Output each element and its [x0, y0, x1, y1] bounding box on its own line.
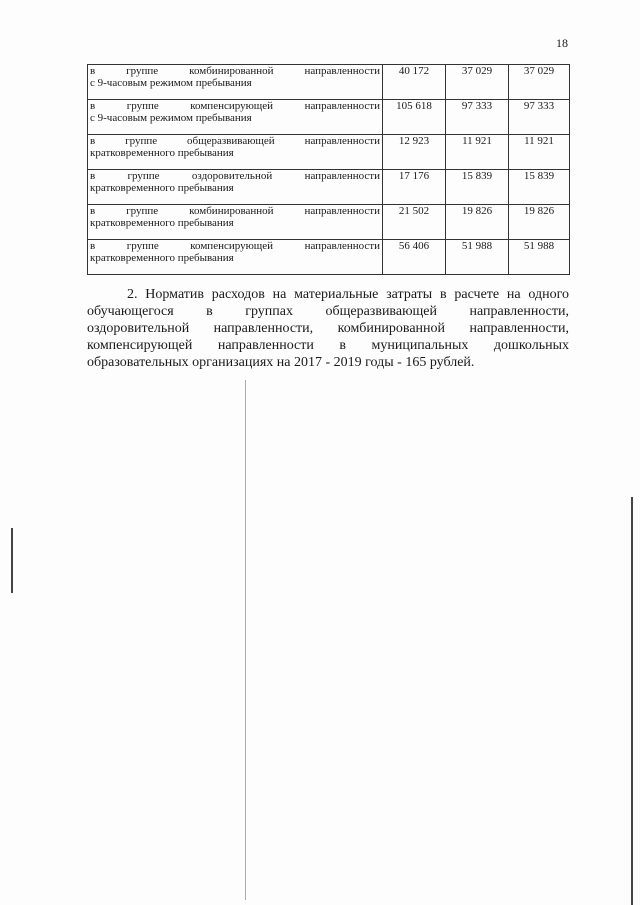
page-number: 18	[556, 36, 568, 50]
row-label-word: в	[90, 170, 96, 182]
table-row	[88, 135, 570, 170]
row-label-word: в	[90, 100, 96, 112]
row-label-word: направленности	[304, 205, 380, 217]
row-label-word: в	[90, 240, 96, 252]
row-label	[88, 100, 383, 135]
scan-mark	[245, 380, 246, 900]
row-value: 11 921	[446, 135, 509, 170]
row-value: 19 826	[509, 205, 570, 240]
row-value: 19 826	[446, 205, 509, 240]
row-label-line2: с 9-часовым режимом пребывания	[90, 77, 252, 89]
body-paragraph	[87, 286, 569, 371]
table-row	[88, 100, 570, 135]
paragraph-line: образовательных организациях на 2017 - 2019 годы - 165 рублей.	[87, 355, 475, 370]
row-value: 105 618	[383, 100, 446, 135]
row-label-word: общеразвивающей	[187, 135, 275, 147]
row-label-word: направленности	[304, 135, 380, 147]
row-label-word: направленности	[304, 65, 380, 77]
row-value: 97 333	[446, 100, 509, 135]
row-value: 40 172	[383, 65, 446, 100]
row-label	[88, 135, 383, 170]
row-value: 37 029	[509, 65, 570, 100]
row-label-line2: кратковременного пребывания	[90, 217, 234, 229]
row-label-line2: кратковременного пребывания	[90, 252, 234, 264]
row-label-word: комбинированной	[189, 205, 274, 217]
row-label-line2: кратковременного пребывания	[90, 147, 234, 159]
row-value: 97 333	[509, 100, 570, 135]
row-label	[88, 205, 383, 240]
row-label-word: группе	[126, 100, 159, 112]
row-label-line1	[90, 240, 380, 252]
row-label-line1	[90, 100, 380, 112]
row-label-word: оздоровительной	[191, 170, 273, 182]
paragraph-line: оздоровительной направленности, комбинированной направленности,	[87, 321, 569, 336]
row-value: 51 988	[509, 240, 570, 275]
row-value: 37 029	[446, 65, 509, 100]
row-value: 12 923	[383, 135, 446, 170]
row-value: 21 502	[383, 205, 446, 240]
row-label-word: группе	[126, 65, 159, 77]
row-value: 51 988	[446, 240, 509, 275]
row-label	[88, 240, 383, 275]
scan-mark	[631, 497, 633, 905]
row-label-word: комбинированной	[189, 65, 274, 77]
row-label-line1	[90, 135, 380, 147]
row-label-word: группе	[125, 135, 158, 147]
row-label-word: группе	[126, 205, 159, 217]
row-label-word: направленности	[304, 240, 380, 252]
row-label-line2: кратковременного пребывания	[90, 182, 234, 194]
row-label-word: в	[90, 205, 96, 217]
table-row	[88, 170, 570, 205]
table-row	[88, 205, 570, 240]
row-label-word: компенсирующей	[190, 100, 274, 112]
row-label-word: группе	[126, 240, 159, 252]
paragraph-line: обучающегося в группах общеразвивающей направленности,	[87, 304, 569, 319]
row-label-line1	[90, 170, 380, 182]
row-label-line1	[90, 65, 380, 77]
table-row	[88, 65, 570, 100]
row-label-word: компенсирующей	[190, 240, 274, 252]
row-label-line1	[90, 205, 380, 217]
row-value: 56 406	[383, 240, 446, 275]
row-label-word: направленности	[304, 170, 380, 182]
scan-mark	[11, 528, 13, 593]
row-value: 15 839	[446, 170, 509, 205]
norms-table	[87, 64, 570, 275]
row-label-word: группе	[127, 170, 160, 182]
row-label	[88, 65, 383, 100]
row-label-word: в	[90, 135, 96, 147]
row-value: 15 839	[509, 170, 570, 205]
table-row	[88, 240, 570, 275]
row-value: 11 921	[509, 135, 570, 170]
row-label-word: в	[90, 65, 96, 77]
row-label-word: направленности	[304, 100, 380, 112]
row-value: 17 176	[383, 170, 446, 205]
paragraph-line: компенсирующей направленности в муниципальных дошкольных	[87, 338, 569, 353]
paragraph-line: 2. Норматив расходов на материальные затраты в расчете на одного	[127, 287, 569, 302]
row-label-line2: с 9-часовым режимом пребывания	[90, 112, 252, 124]
row-label	[88, 170, 383, 205]
norms-table-body	[88, 65, 570, 275]
